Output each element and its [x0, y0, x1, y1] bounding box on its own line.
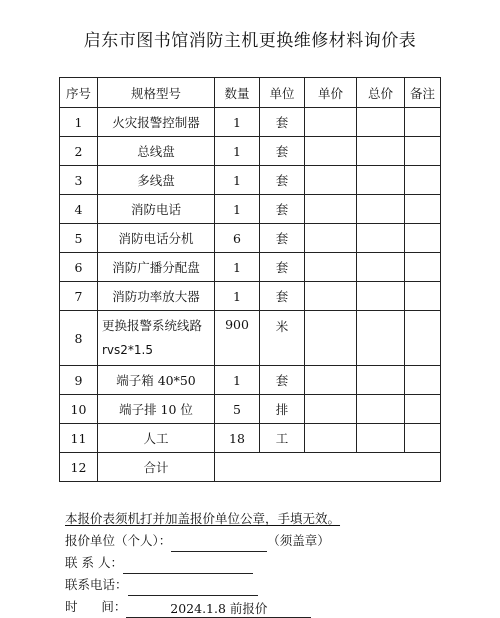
- header-total-price: 总价: [357, 78, 405, 108]
- cell-spec: 人工: [98, 424, 215, 453]
- quote-table: [59, 77, 441, 482]
- time-label: 时 间：: [65, 599, 127, 614]
- cell-no: 5: [60, 224, 98, 253]
- header-spec: 规格型号: [98, 78, 215, 108]
- cell-spec: [98, 311, 215, 366]
- table-row: [60, 253, 441, 282]
- cell-remarks: [405, 108, 441, 137]
- cell-total-price: [357, 311, 405, 366]
- cell-unit-price: [305, 195, 357, 224]
- seal-hint: （须盖章）: [267, 533, 330, 548]
- cell-remarks: [405, 311, 441, 366]
- cell-total-price: [357, 108, 405, 137]
- cell-spec: 消防广播分配盘: [98, 253, 215, 282]
- table-row: [60, 137, 441, 166]
- cell-unit: 套: [260, 166, 305, 195]
- quote-notes: [65, 508, 340, 618]
- cell-qty: 1: [215, 108, 260, 137]
- cell-no: 10: [60, 395, 98, 424]
- cell-total-price: [357, 395, 405, 424]
- cell-qty: 1: [215, 195, 260, 224]
- cell-qty: 900: [215, 311, 260, 366]
- cell-spec: 多线盘: [98, 166, 215, 195]
- phone-blank: [128, 579, 258, 596]
- table-row: [60, 311, 441, 366]
- total-value-cell: [215, 453, 441, 482]
- cell-unit-price: [305, 311, 357, 366]
- cell-total-price: [357, 137, 405, 166]
- cell-unit-price: [305, 424, 357, 453]
- total-row: [60, 453, 441, 482]
- cell-remarks: [405, 224, 441, 253]
- cell-qty: 6: [215, 224, 260, 253]
- cell-spec: 消防功率放大器: [98, 282, 215, 311]
- total-label: 合计: [98, 453, 215, 482]
- table-row: [60, 166, 441, 195]
- header-no: 序号: [60, 78, 98, 108]
- cell-total-price: [357, 195, 405, 224]
- contact-label: 联 系 人：: [65, 555, 123, 570]
- header-remarks: 备注: [405, 78, 441, 108]
- cell-unit-price: [305, 395, 357, 424]
- cell-total-price: [357, 253, 405, 282]
- contact-blank: [123, 557, 253, 574]
- cell-no: 1: [60, 108, 98, 137]
- cell-no: 6: [60, 253, 98, 282]
- cell-remarks: [405, 366, 441, 395]
- cell-unit: 套: [260, 195, 305, 224]
- cell-qty: 1: [215, 366, 260, 395]
- table-row: [60, 424, 441, 453]
- header-qty: 数量: [215, 78, 260, 108]
- cell-no: 9: [60, 366, 98, 395]
- cell-unit: 米: [260, 311, 305, 366]
- table-row: [60, 224, 441, 253]
- cell-total-price: [357, 366, 405, 395]
- header-unit-price: 单价: [305, 78, 357, 108]
- cell-remarks: [405, 424, 441, 453]
- cell-remarks: [405, 253, 441, 282]
- cell-qty: 1: [215, 166, 260, 195]
- cell-qty: 18: [215, 424, 260, 453]
- table-row: [60, 195, 441, 224]
- cell-total-price: [357, 224, 405, 253]
- cell-remarks: [405, 282, 441, 311]
- cell-remarks: [405, 166, 441, 195]
- cell-unit: 套: [260, 137, 305, 166]
- cell-no: 12: [60, 453, 98, 482]
- quoting-unit-label: 报价单位（个人）：: [65, 533, 172, 548]
- table-row: [60, 282, 441, 311]
- cell-qty: 1: [215, 137, 260, 166]
- cell-unit: 套: [260, 366, 305, 395]
- cell-no: 11: [60, 424, 98, 453]
- cell-unit-price: [305, 253, 357, 282]
- cell-total-price: [357, 166, 405, 195]
- cell-unit: 套: [260, 282, 305, 311]
- table-row: [60, 395, 441, 424]
- cell-no: 4: [60, 195, 98, 224]
- cell-remarks: [405, 395, 441, 424]
- header-unit: 单位: [260, 78, 305, 108]
- cell-unit: 排: [260, 395, 305, 424]
- cell-remarks: [405, 195, 441, 224]
- cell-unit-price: [305, 108, 357, 137]
- cell-total-price: [357, 282, 405, 311]
- quoting-unit-blank: [171, 535, 267, 552]
- cell-spec-line2: rvs2*1.5: [102, 343, 154, 357]
- cell-unit: 工: [260, 424, 305, 453]
- cell-no: 3: [60, 166, 98, 195]
- table-header-row: [60, 78, 441, 108]
- cell-unit-price: [305, 366, 357, 395]
- cell-qty: 1: [215, 282, 260, 311]
- cell-spec: 总线盘: [98, 137, 215, 166]
- cell-spec: 端子排 10 位: [98, 395, 215, 424]
- cell-spec: 火灾报警控制器: [98, 108, 215, 137]
- cell-unit-price: [305, 137, 357, 166]
- cell-qty: 1: [215, 253, 260, 282]
- cell-no: 7: [60, 282, 98, 311]
- cell-unit-price: [305, 282, 357, 311]
- cell-no: 2: [60, 137, 98, 166]
- seal-warning: 本报价表须机打并加盖报价单位公章，手填无效。: [65, 511, 341, 526]
- table-row: [60, 366, 441, 395]
- cell-qty: 5: [215, 395, 260, 424]
- cell-spec-line1: 更换报警系统线路: [102, 318, 203, 333]
- cell-spec: 端子箱 40*50: [98, 366, 215, 395]
- cell-unit-price: [305, 166, 357, 195]
- cell-total-price: [357, 424, 405, 453]
- phone-label: 联系电话：: [65, 577, 128, 592]
- cell-remarks: [405, 137, 441, 166]
- cell-spec: 消防电话分机: [98, 224, 215, 253]
- table-row: [60, 108, 441, 137]
- cell-unit: 套: [260, 224, 305, 253]
- cell-unit-price: [305, 224, 357, 253]
- document-title: 启东市图书馆消防主机更换维修材料询价表: [83, 31, 417, 51]
- cell-unit: 套: [260, 108, 305, 137]
- cell-no: 8: [60, 311, 98, 366]
- cell-spec: 消防电话: [98, 195, 215, 224]
- cell-unit: 套: [260, 253, 305, 282]
- deadline-value: 2024.1.8 前报价: [126, 601, 311, 618]
